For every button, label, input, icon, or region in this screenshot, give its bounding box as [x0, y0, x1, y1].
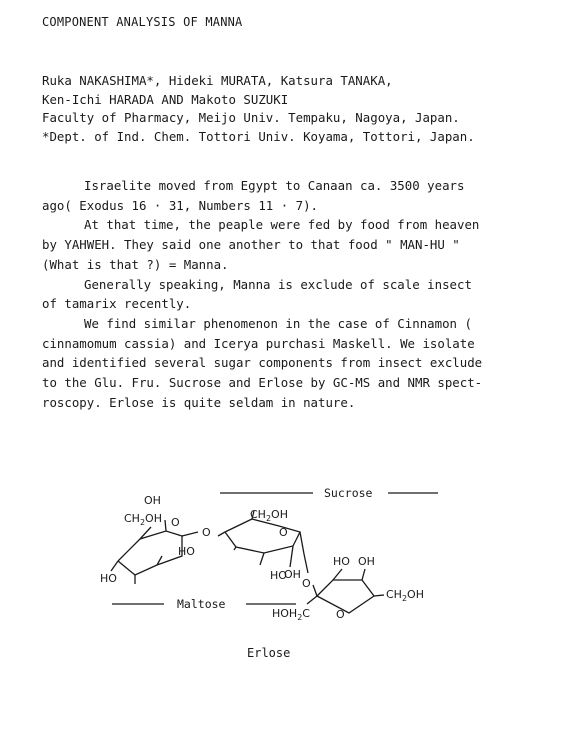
body-line: ago( Exodus 16 · 31, Numbers 11 · 7). — [42, 197, 319, 213]
ring3-ho-top: HO — [333, 555, 350, 568]
ring2-o-ring: O — [279, 526, 288, 539]
ring1-ch2oh: $CH_2OH$ — [124, 512, 162, 527]
body-line: to the Glu. Fru. Sucrose and Erlose by GC-MS and NMR spect- — [42, 375, 483, 391]
body-line: of tamarix recently. — [42, 296, 192, 312]
body-line: Generally speaking, Manna is exclude of scale insect — [84, 276, 472, 292]
ring1-o-link: O — [202, 526, 211, 539]
ring3-ch2oh: $CH_2OH$ — [386, 588, 424, 603]
body-line: and identified several sugar components from insect exclude — [42, 355, 483, 371]
sucrose-label: Sucrose — [324, 486, 373, 500]
ring3-hoh2c: $HOH_2C$ — [272, 607, 310, 622]
body-line: (What is that ?) = Manna. — [42, 256, 229, 272]
ring2-oh-right: OH — [284, 568, 301, 581]
body-line: At that time, the peaple were fed by food from heaven — [84, 217, 480, 233]
figure-caption: Erlose — [247, 646, 291, 660]
ring2-ch2oh: $CH_2OH$ — [250, 508, 288, 523]
body-line: by YAHWEH. They said one another to that food " MAN-HU " — [42, 237, 460, 253]
maltose-label: Maltose — [177, 597, 226, 611]
erlose-structure-diagram — [0, 470, 566, 670]
body-line: We find similar phenomenon in the case of Cinnamon ( — [84, 315, 472, 331]
body-line: roscopy. Erlose is quite seldam in nature. — [42, 394, 356, 410]
ring1-ho-left: HO — [100, 572, 117, 585]
ring1-o-ring: O — [171, 516, 180, 529]
ring1-ho-mid: HO — [178, 545, 195, 558]
paper-title: COMPONENT ANALYSIS OF MANNA — [42, 15, 243, 29]
affiliation-line: *Dept. of Ind. Chem. Tottori Univ. Koyama, Tottori, Japan. — [42, 128, 475, 144]
ring3-o-ring: O — [336, 608, 345, 621]
body-line: Israelite moved from Egypt to Canaan ca. 3500 years — [84, 178, 465, 193]
affiliation-line: Faculty of Pharmacy, Meijo Univ. Tempaku, Nagoya, Japan. — [42, 110, 460, 125]
author-line: Ken-Ichi HARADA AND Makoto SUZUKI — [42, 91, 289, 107]
body-line: cinnamomum cassia) and Icerya purchasi Maskell. We isolate — [42, 335, 475, 351]
fructose-ring — [307, 569, 384, 613]
ring2-o-link: O — [302, 577, 311, 590]
ring2-ho-left: HO — [270, 569, 287, 582]
ring1-oh-top: OH — [144, 494, 161, 507]
abstract-body — [42, 176, 532, 412]
ring3-oh-top: OH — [358, 555, 375, 568]
author-block — [42, 72, 475, 146]
author-line: Ruka NAKASHIMA*, Hideki MURATA, Katsura TANAKA, — [42, 73, 393, 88]
